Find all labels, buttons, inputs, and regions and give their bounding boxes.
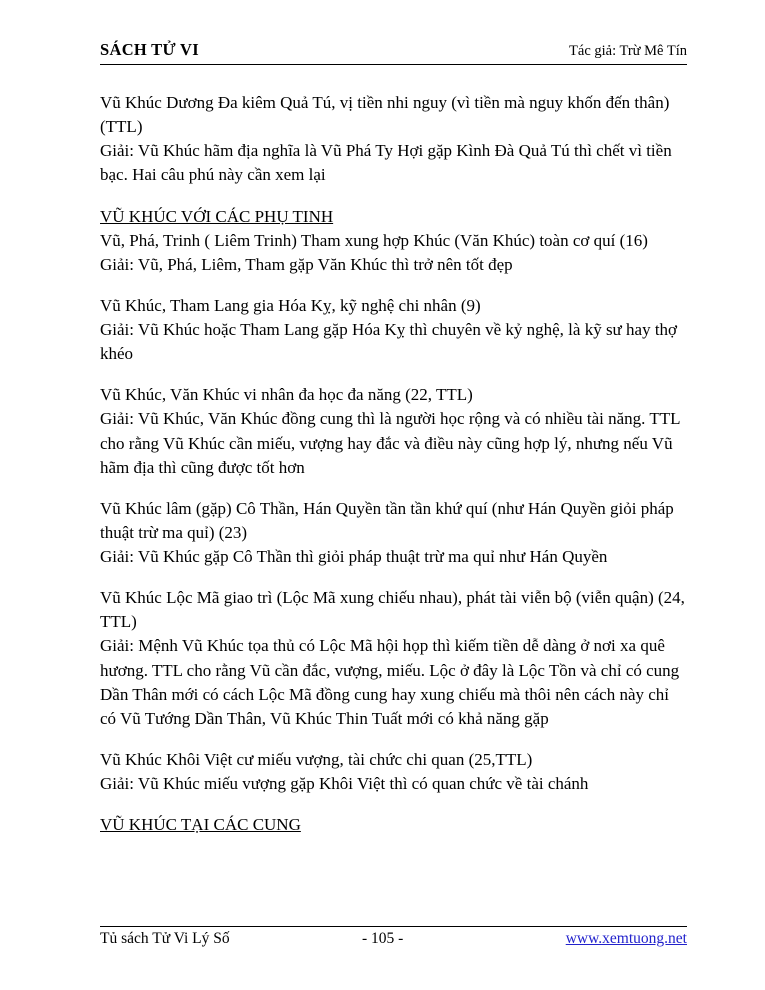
- section-heading: VŨ KHÚC VỚI CÁC PHỤ TINH: [100, 206, 334, 226]
- paragraph: Giải: Vũ Khúc miếu vượng gặp Khôi Việt thì có quan chức về tài chánh: [100, 774, 589, 793]
- paragraph: Vũ Khúc lâm (gặp) Cô Thần, Hán Quyền tần tần khứ quí (như Hán Quyền giỏi pháp thuật trừ ma quỉ) (23): [100, 498, 674, 542]
- footer-website-link[interactable]: www.xemtuong.net: [565, 930, 687, 947]
- author-line: Tác giả: Trừ Mê Tín: [569, 43, 687, 59]
- section-heading: VŨ KHÚC TẠI CÁC CUNG: [100, 815, 301, 835]
- paragraph: Vũ Khúc Khôi Việt cư miếu vượng, tài chức chi quan (25,TTL): [100, 749, 533, 769]
- footer-publisher: Tủ sách Tử Vi Lý Số: [100, 930, 230, 947]
- paragraph: Giải: Mệnh Vũ Khúc tọa thủ có Lộc Mã hội họp thì kiếm tiền dễ dàng ở nơi xa quê hương. TTL cho rằng Vũ cần đắc, vượng, miếu. Lộc ở đây là Lộc Tồn và chỉ có cung Dần Thân mới có cách Lộc Mã đồng cung hay xung chiếu mà thôi nên cách này chỉ có Vũ Tướng Dần Thân, Vũ Khúc Thin Tuất mới có khả năng gặp: [100, 636, 680, 728]
- text-block: [100, 383, 687, 480]
- text-block: [100, 748, 687, 796]
- text-block: [100, 586, 687, 731]
- spacer: [100, 480, 687, 497]
- paragraph: Giải: Vũ Khúc, Văn Khúc đồng cung thì là người học rộng và có nhiều tài năng. TTL cho rằng Vũ Khúc cần miếu, vượng hay đắc và điều này cũng hợp lý, nhưng nếu Vũ hãm địa thì cũng được tốt hơn: [100, 409, 680, 477]
- spacer: [100, 188, 687, 205]
- paragraph: Giải: Vũ Khúc hãm địa nghĩa là Vũ Phá Ty Hợi gặp Kình Đà Quả Tú thì chết vì tiền bạc. Hai câu phú này cần xem lại: [100, 141, 672, 185]
- paragraph: Vũ, Phá, Trinh ( Liêm Trinh) Tham xung hợp Khúc (Văn Khúc) toàn cơ quí (16): [100, 230, 648, 250]
- text-block: [100, 205, 687, 277]
- spacer: [100, 569, 687, 586]
- paragraph: Vũ Khúc Dương Đa kiêm Quả Tú, vị tiền nhi nguy (vì tiền mà nguy khốn đến thân) (TTL): [100, 93, 670, 137]
- book-title: SÁCH TỬ VI: [100, 40, 199, 59]
- spacer: [100, 277, 687, 294]
- page-header: [100, 40, 687, 65]
- text-block: [100, 91, 687, 188]
- paragraph: Giải: Vũ Khúc hoặc Tham Lang gặp Hóa Kỵ thì chuyên về kỷ nghệ, là kỹ sư hay thợ khéo: [100, 320, 678, 364]
- text-block: [100, 813, 687, 837]
- spacer: [100, 731, 687, 748]
- page-footer: [100, 926, 687, 948]
- spacer: [100, 366, 687, 383]
- paragraph: Vũ Khúc Lộc Mã giao trì (Lộc Mã xung chiếu nhau), phát tài viễn bộ (viễn quận) (24, TTL): [100, 588, 685, 632]
- paragraph: Giải: Vũ, Phá, Liêm, Tham gặp Văn Khúc thì trở nên tốt đẹp: [100, 254, 513, 274]
- text-block: [100, 497, 687, 569]
- page-number: - 105 -: [362, 930, 404, 947]
- page-body: [100, 91, 687, 837]
- paragraph: Giải: Vũ Khúc gặp Cô Thần thì giỏi pháp thuật trừ ma quỉ như Hán Quyền: [100, 547, 608, 566]
- text-block: [100, 294, 687, 366]
- spacer: [100, 796, 687, 813]
- paragraph: Vũ Khúc, Tham Lang gia Hóa Kỵ, kỹ nghệ chi nhân (9): [100, 295, 481, 315]
- paragraph: Vũ Khúc, Văn Khúc vi nhân đa học đa năng (22, TTL): [100, 385, 473, 405]
